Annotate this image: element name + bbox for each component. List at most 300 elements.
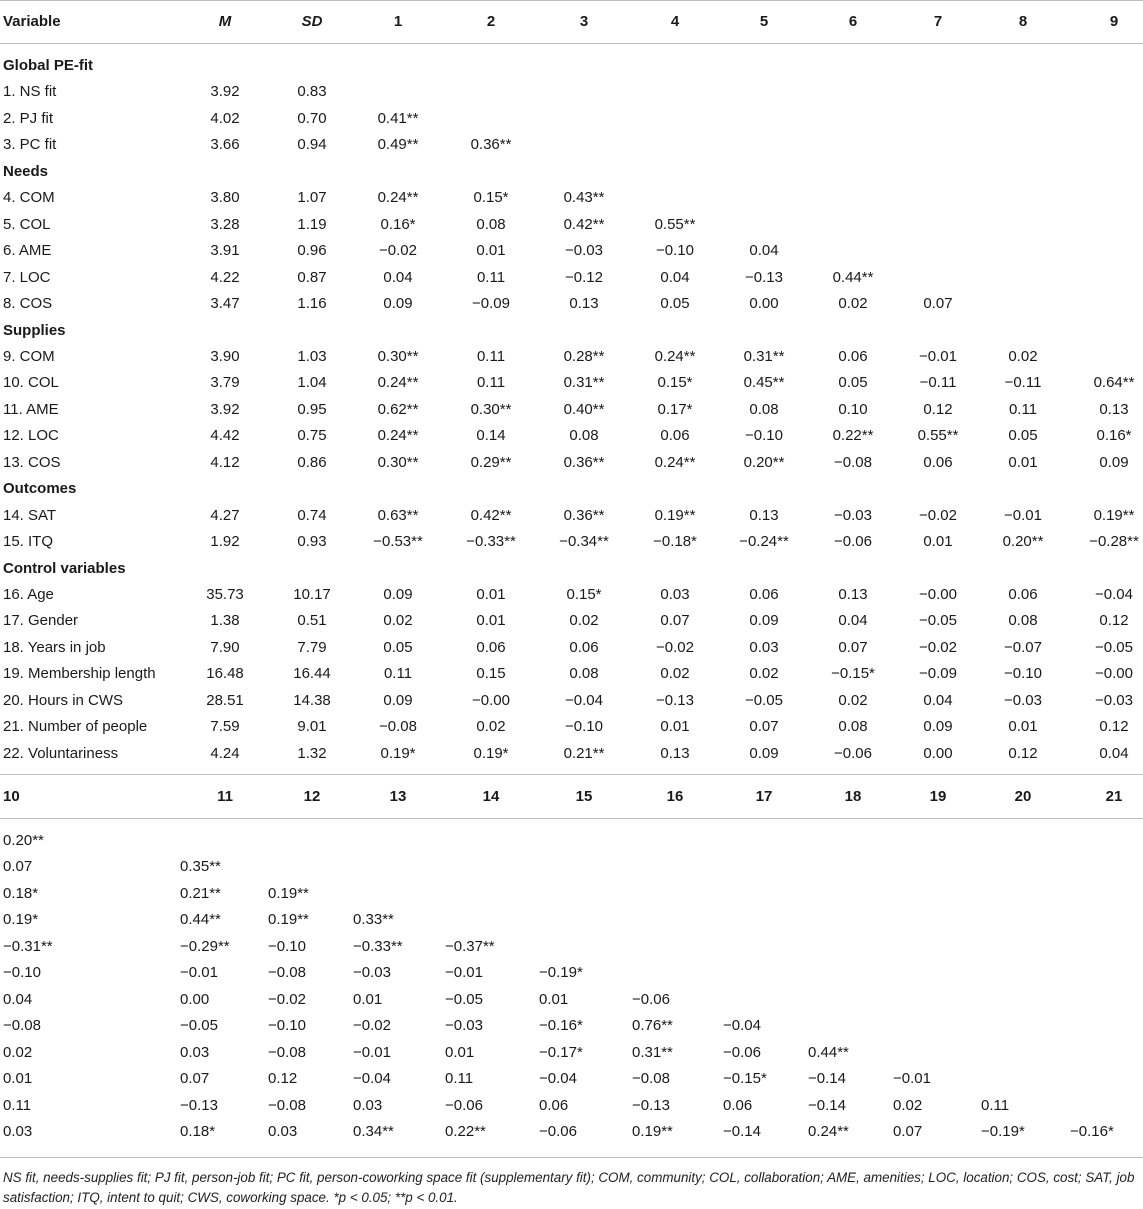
- table-cell: 0.01: [476, 612, 506, 629]
- table-cell: 4.42: [210, 427, 240, 444]
- variable-label: 16. Age: [3, 586, 54, 603]
- table-cell: −0.02: [353, 1017, 391, 1034]
- table-cell: −0.04: [565, 692, 603, 709]
- table-cell: 4.24: [210, 745, 240, 762]
- table-cell: 0.01: [476, 586, 506, 603]
- table-cell: 3.79: [210, 374, 240, 391]
- variable-label: 8. COS: [3, 295, 53, 312]
- table-cell: 0.07: [923, 295, 953, 312]
- table-cell: −0.03: [445, 1017, 483, 1034]
- table-cell: 1.16: [297, 295, 327, 312]
- table-cell: −0.06: [834, 533, 872, 550]
- table-cell: 4.22: [210, 269, 240, 286]
- table-cell: 1.92: [210, 533, 240, 550]
- table-cell: −0.12: [565, 269, 603, 286]
- variable-label: 14. SAT: [3, 507, 57, 524]
- table-cell: −0.01: [919, 348, 957, 365]
- table-cell: 0.24**: [808, 1123, 849, 1140]
- table-cell: 0.07: [180, 1070, 210, 1087]
- table-cell: 0.03: [268, 1123, 298, 1140]
- table-cell: −0.08: [268, 1097, 306, 1114]
- table-cell: 0.03: [3, 1123, 33, 1140]
- table-cell: 0.07: [838, 639, 868, 656]
- column-header: 19: [929, 788, 947, 805]
- variable-label: 3. PC fit: [3, 136, 57, 153]
- table-cell: 7.79: [297, 639, 327, 656]
- table-cell: 0.30**: [377, 454, 419, 471]
- table-cell: 0.19**: [268, 885, 309, 902]
- column-header: 10: [3, 788, 20, 805]
- table-cell: −0.00: [472, 692, 510, 709]
- table-cell: −0.08: [632, 1070, 670, 1087]
- table-cell: 0.11: [476, 269, 506, 286]
- table-cell: 0.21**: [563, 745, 605, 762]
- table-cell: 0.12: [1099, 718, 1129, 735]
- table-cell: 0.10: [838, 401, 868, 418]
- table-cell: −0.08: [268, 1044, 306, 1061]
- column-header: 13: [389, 788, 407, 805]
- table-cell: −0.06: [723, 1044, 761, 1061]
- table-cell: 1.04: [297, 374, 327, 391]
- table-cell: −0.29**: [180, 938, 230, 955]
- table-cell: 0.21**: [180, 885, 221, 902]
- table-cell: 0.09: [749, 612, 779, 629]
- table-cell: 0.12: [1008, 745, 1038, 762]
- table-cell: −0.11: [1004, 374, 1042, 391]
- table-cell: 0.44**: [180, 911, 221, 928]
- table-cell: 0.09: [383, 295, 413, 312]
- table-cell: 3.47: [210, 295, 240, 312]
- table-cell: 0.40**: [563, 401, 605, 418]
- column-header: 1: [393, 13, 403, 30]
- table-cell: −0.00: [919, 586, 957, 603]
- table-cell: 0.36**: [470, 136, 512, 153]
- table-cell: 0.62**: [377, 401, 419, 418]
- table-cell: 0.19**: [1093, 507, 1135, 524]
- table-cell: −0.07: [1004, 639, 1042, 656]
- table-cell: 0.07: [749, 718, 779, 735]
- variable-label: 11. AME: [3, 401, 59, 418]
- table-cell: 0.01: [353, 991, 383, 1008]
- table-cell: −0.13: [632, 1097, 670, 1114]
- table-cell: −0.04: [1095, 586, 1133, 603]
- table-cell: −0.09: [472, 295, 510, 312]
- table-cell: −0.10: [745, 427, 783, 444]
- table-cell: 0.01: [1008, 454, 1038, 471]
- table-cell: 0.19**: [654, 507, 696, 524]
- table-cell: 0.20**: [743, 454, 785, 471]
- table-cell: 7.59: [210, 718, 240, 735]
- column-header: 20: [1014, 788, 1032, 805]
- table-cell: 0.02: [383, 612, 413, 629]
- table-cell: 0.94: [297, 136, 327, 153]
- table-cell: 0.19*: [473, 745, 509, 762]
- table-cell: 0.08: [569, 427, 599, 444]
- table-cell: 0.09: [1099, 454, 1129, 471]
- table-cell: −0.10: [268, 1017, 306, 1034]
- table-cell: 0.15*: [566, 586, 602, 603]
- table-cell: 0.55**: [917, 427, 959, 444]
- table-cell: 0.05: [660, 295, 690, 312]
- table-cell: −0.33**: [466, 533, 516, 550]
- table-cell: 0.01: [539, 991, 569, 1008]
- table-cell: 0.01: [923, 533, 953, 550]
- table-cell: 0.19*: [3, 911, 39, 928]
- table-cell: 0.08: [1008, 612, 1038, 629]
- table-cell: 0.14: [476, 427, 506, 444]
- table-cell: 4.12: [210, 454, 240, 471]
- variable-label: 7. LOC: [3, 269, 51, 286]
- table-cell: 9.01: [297, 718, 327, 735]
- table-cell: −0.02: [919, 639, 957, 656]
- table-cell: −0.04: [539, 1070, 577, 1087]
- table-cell: 0.83: [297, 83, 327, 100]
- table-cell: −0.13: [745, 269, 783, 286]
- table-cell: 0.06: [1008, 586, 1038, 603]
- table-cell: −0.14: [723, 1123, 761, 1140]
- table-cell: −0.16*: [1070, 1123, 1114, 1140]
- column-header: 5: [759, 13, 769, 30]
- variable-label: 5. COL: [3, 216, 51, 233]
- table-cell: 0.09: [383, 586, 413, 603]
- table-cell: −0.15*: [723, 1070, 767, 1087]
- table-cell: 0.45**: [743, 374, 785, 391]
- table-cell: 0.20**: [1002, 533, 1044, 550]
- table-cell: −0.06: [834, 745, 872, 762]
- table-footnote: NS fit, needs-supplies fit; PJ fit, person-job fit; PC fit, person-coworking space fit (supplementary fit); COM, community; COL, collaboration; AME, amenities; LOC, location; COS, cost; SAT, job satisfaction; ITQ, intent to quit; CWS, coworking space. *p < 0.05; **p < 0.01.: [3, 1170, 1135, 1205]
- table-cell: −0.04: [723, 1017, 761, 1034]
- column-header: 6: [848, 13, 858, 30]
- table-cell: 0.03: [180, 1044, 210, 1061]
- table-cell: 0.95: [297, 401, 327, 418]
- table-cell: −0.31**: [3, 938, 53, 955]
- column-header: 18: [844, 788, 862, 805]
- table-cell: 0.04: [749, 242, 779, 259]
- table-cell: 16.48: [206, 665, 244, 682]
- table-cell: 1.07: [297, 189, 327, 206]
- variable-label: 20. Hours in CWS: [3, 692, 124, 709]
- table-cell: −0.09: [919, 665, 957, 682]
- table-cell: 14.38: [293, 692, 331, 709]
- table-cell: 0.31**: [743, 348, 785, 365]
- table-cell: 0.44**: [832, 269, 874, 286]
- table-cell: 3.90: [210, 348, 240, 365]
- table-cell: 0.93: [297, 533, 327, 550]
- table-cell: 0.09: [923, 718, 953, 735]
- column-header: 14: [482, 788, 500, 805]
- table-cell: 0.11: [981, 1097, 1010, 1114]
- table-cell: 0.55**: [654, 216, 696, 233]
- table-cell: −0.10: [268, 938, 306, 955]
- table-rule: [0, 818, 1143, 819]
- table-cell: 0.04: [660, 269, 690, 286]
- column-header-variable: Variable: [3, 13, 61, 30]
- variable-label: 4. COM: [3, 189, 55, 206]
- table-cell: 0.11: [476, 374, 506, 391]
- table-cell: −0.02: [379, 242, 417, 259]
- table-cell: 0.86: [297, 454, 327, 471]
- section-heading: Outcomes: [3, 480, 77, 497]
- table-cell: 0.00: [923, 745, 953, 762]
- column-header: 11: [217, 788, 233, 805]
- table-cell: 0.02: [476, 718, 506, 735]
- table-cell: 0.22**: [832, 427, 874, 444]
- table-cell: −0.05: [1095, 639, 1133, 656]
- table-cell: 0.02: [569, 612, 599, 629]
- table-cell: −0.08: [379, 718, 417, 735]
- table-cell: −0.03: [1004, 692, 1042, 709]
- table-rule: [0, 1157, 1143, 1158]
- table-cell: −0.06: [539, 1123, 577, 1140]
- table-cell: 0.02: [893, 1097, 923, 1114]
- table-cell: 0.04: [3, 991, 33, 1008]
- table-cell: 0.11: [445, 1070, 474, 1087]
- table-cell: 0.24**: [377, 189, 419, 206]
- table-cell: 0.05: [838, 374, 868, 391]
- table-cell: 1.03: [297, 348, 327, 365]
- table-cell: 0.24**: [654, 454, 696, 471]
- table-cell: 0.70: [297, 110, 327, 127]
- table-cell: −0.15*: [831, 665, 875, 682]
- column-header: 8: [1018, 13, 1028, 30]
- column-header: 2: [486, 13, 496, 30]
- table-cell: 10.17: [293, 586, 331, 603]
- table-cell: −0.13: [180, 1097, 218, 1114]
- table-cell: −0.03: [834, 507, 872, 524]
- table-cell: 4.27: [210, 507, 240, 524]
- table-cell: −0.16*: [539, 1017, 583, 1034]
- table-cell: 0.42**: [563, 216, 605, 233]
- table-cell: 0.06: [569, 639, 599, 656]
- table-cell: 0.06: [923, 454, 953, 471]
- table-cell: 1.38: [210, 612, 240, 629]
- table-cell: −0.03: [353, 964, 391, 981]
- table-cell: −0.05: [445, 991, 483, 1008]
- variable-label: 6. AME: [3, 242, 52, 259]
- table-cell: 0.42**: [470, 507, 512, 524]
- table-cell: 0.24**: [377, 427, 419, 444]
- table-cell: 0.18*: [180, 1123, 216, 1140]
- table-cell: 0.19**: [268, 911, 309, 928]
- table-cell: −0.02: [268, 991, 306, 1008]
- table-cell: −0.08: [268, 964, 306, 981]
- column-header: 12: [303, 788, 321, 805]
- table-cell: 0.06: [539, 1097, 569, 1114]
- variable-label: 15. ITQ: [3, 533, 54, 550]
- table-cell: −0.06: [632, 991, 670, 1008]
- table-cell: 0.08: [838, 718, 868, 735]
- column-header: M: [218, 13, 232, 30]
- table-cell: 0.36**: [563, 507, 605, 524]
- table-cell: 0.24**: [377, 374, 419, 391]
- table-cell: 0.07: [3, 858, 33, 875]
- table-cell: 0.06: [723, 1097, 753, 1114]
- table-cell: 35.73: [206, 586, 244, 603]
- variable-label: 1. NS fit: [3, 83, 57, 100]
- table-cell: 0.31**: [632, 1044, 673, 1061]
- table-cell: 0.29**: [470, 454, 512, 471]
- section-heading: Needs: [3, 163, 49, 180]
- variable-label: 19. Membership length: [3, 665, 156, 682]
- table-cell: 0.09: [383, 692, 413, 709]
- table-cell: −0.10: [656, 242, 694, 259]
- table-cell: 0.08: [569, 665, 599, 682]
- variable-label: 22. Voluntariness: [3, 745, 119, 762]
- variable-label: 17. Gender: [3, 612, 79, 629]
- table-cell: 0.17*: [657, 401, 693, 418]
- table-cell: 0.09: [749, 745, 779, 762]
- table-cell: 0.08: [476, 216, 506, 233]
- table-cell: 0.06: [660, 427, 690, 444]
- table-cell: 0.11: [383, 665, 413, 682]
- table-cell: −0.11: [919, 374, 957, 391]
- table-cell: 0.02: [838, 692, 868, 709]
- table-cell: 0.28**: [563, 348, 605, 365]
- table-cell: 0.04: [1099, 745, 1129, 762]
- table-cell: 0.35**: [180, 858, 221, 875]
- table-cell: −0.24**: [739, 533, 789, 550]
- table-cell: 0.07: [893, 1123, 923, 1140]
- table-cell: 0.31**: [563, 374, 605, 391]
- table-cell: 0.41**: [377, 110, 419, 127]
- table-cell: −0.05: [919, 612, 957, 629]
- table-cell: −0.13: [656, 692, 694, 709]
- table-cell: −0.01: [893, 1070, 931, 1087]
- table-cell: 0.12: [923, 401, 953, 418]
- table-cell: 0.02: [3, 1044, 33, 1061]
- column-header: 9: [1109, 13, 1119, 30]
- table-cell: 0.11: [3, 1097, 32, 1114]
- table-cell: 0.04: [383, 269, 413, 286]
- table-cell: 0.04: [838, 612, 868, 629]
- column-header: 7: [933, 13, 943, 30]
- table-cell: 0.11: [1008, 401, 1038, 418]
- table-cell: −0.04: [353, 1070, 391, 1087]
- table-cell: 0.02: [749, 665, 779, 682]
- table-cell: 3.92: [210, 401, 240, 418]
- table-cell: −0.01: [353, 1044, 391, 1061]
- table-cell: 0.11: [476, 348, 506, 365]
- table-cell: 0.96: [297, 242, 327, 259]
- table-cell: 0.01: [660, 718, 690, 735]
- table-cell: 0.87: [297, 269, 327, 286]
- table-cell: −0.53**: [373, 533, 423, 550]
- table-cell: 0.13: [569, 295, 599, 312]
- table-cell: 0.33**: [353, 911, 394, 928]
- table-cell: 0.43**: [563, 189, 605, 206]
- table-cell: 0.01: [476, 242, 506, 259]
- section-heading: Supplies: [3, 322, 66, 339]
- table-cell: 0.30**: [377, 348, 419, 365]
- table-cell: 3.92: [210, 83, 240, 100]
- variable-label: 18. Years in job: [3, 639, 106, 656]
- table-cell: 0.06: [749, 586, 779, 603]
- table-cell: 3.80: [210, 189, 240, 206]
- table-cell: −0.01: [445, 964, 483, 981]
- table-cell: 0.51: [297, 612, 327, 629]
- column-header: SD: [301, 13, 323, 30]
- column-header: 4: [670, 13, 680, 30]
- table-cell: 0.49**: [377, 136, 419, 153]
- table-cell: 0.64**: [1093, 374, 1135, 391]
- table-cell: −0.33**: [353, 938, 403, 955]
- table-cell: −0.10: [3, 964, 41, 981]
- table-cell: 0.02: [1008, 348, 1038, 365]
- table-cell: −0.02: [656, 639, 694, 656]
- variable-label: 13. COS: [3, 454, 61, 471]
- table-cell: −0.08: [834, 454, 872, 471]
- table-cell: 0.03: [660, 586, 690, 603]
- table-rule: [0, 0, 1143, 1]
- table-cell: 0.36**: [563, 454, 605, 471]
- variable-label: 12. LOC: [3, 427, 59, 444]
- table-cell: 0.19*: [380, 745, 416, 762]
- table-cell: −0.19*: [539, 964, 583, 981]
- table-cell: 0.05: [1008, 427, 1038, 444]
- table-cell: −0.14: [808, 1097, 846, 1114]
- table-cell: 0.01: [1008, 718, 1038, 735]
- table-cell: −0.05: [745, 692, 783, 709]
- table-cell: 0.24**: [654, 348, 696, 365]
- table-cell: 0.04: [923, 692, 953, 709]
- variable-label: 9. COM: [3, 348, 55, 365]
- table-cell: 0.74: [297, 507, 327, 524]
- table-cell: 0.06: [838, 348, 868, 365]
- table-cell: 0.00: [749, 295, 779, 312]
- table-cell: −0.28**: [1089, 533, 1139, 550]
- table-rule: [0, 774, 1143, 775]
- table-cell: 0.07: [660, 612, 690, 629]
- table-cell: 0.34**: [353, 1123, 394, 1140]
- table-cell: −0.08: [3, 1017, 41, 1034]
- table-cell: −0.14: [808, 1070, 846, 1087]
- table-cell: 0.02: [838, 295, 868, 312]
- table-cell: 7.90: [210, 639, 240, 656]
- table-cell: −0.03: [565, 242, 603, 259]
- section-heading: Global PE-fit: [3, 57, 93, 74]
- table-cell: 3.91: [210, 242, 240, 259]
- table-cell: −0.19*: [981, 1123, 1025, 1140]
- column-header: 21: [1105, 788, 1123, 805]
- table-cell: 0.06: [476, 639, 506, 656]
- variable-label: 2. PJ fit: [3, 110, 54, 127]
- table-cell: 3.66: [210, 136, 240, 153]
- table-cell: −0.37**: [445, 938, 495, 955]
- table-cell: −0.17*: [539, 1044, 583, 1061]
- table-cell: 0.18*: [3, 885, 39, 902]
- table-cell: −0.34**: [559, 533, 609, 550]
- table-cell: 0.15*: [473, 189, 509, 206]
- section-heading: Control variables: [3, 560, 126, 577]
- table-cell: 0.19**: [632, 1123, 673, 1140]
- table-cell: 0.08: [749, 401, 779, 418]
- column-header: 3: [579, 13, 589, 30]
- column-header: 15: [575, 788, 593, 805]
- table-cell: −0.01: [180, 964, 218, 981]
- table-cell: −0.03: [1095, 692, 1133, 709]
- table-cell: 0.03: [749, 639, 779, 656]
- table-cell: 0.12: [268, 1070, 298, 1087]
- table-cell: 0.30**: [470, 401, 512, 418]
- table-cell: 0.05: [383, 639, 413, 656]
- table-cell: 0.01: [445, 1044, 475, 1061]
- table-cell: −0.02: [919, 507, 957, 524]
- table-cell: 1.32: [297, 745, 327, 762]
- table-cell: 0.15*: [657, 374, 693, 391]
- table-cell: 0.12: [1099, 612, 1129, 629]
- table-cell: 0.75: [297, 427, 327, 444]
- table-cell: −0.01: [1004, 507, 1042, 524]
